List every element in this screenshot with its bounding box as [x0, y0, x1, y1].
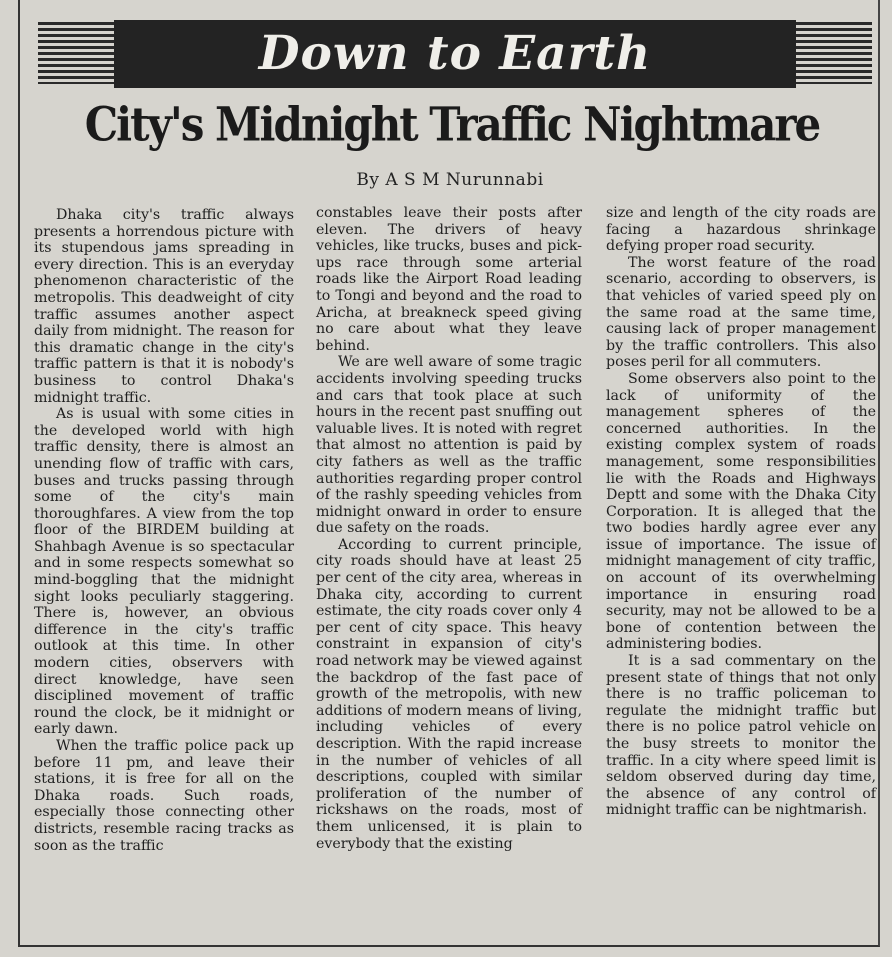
- paragraph: Dhaka city's traffic always presents a horrendous picture with its stupendous jams spreading in every direction. This is an everyday phenomenon characteristic of the metropolis. This deadweight of city traffic assumes another aspect daily from midnight. The reason for this dramatic change in the city's traffic pattern is that it is nobody's business to control Dhaka's midnight traffic.: [34, 207, 294, 406]
- article-column-2: [316, 205, 582, 852]
- paragraph: Some observers also point to the lack of uniformity of the management spheres of the concerned authorities. In the existing complex system of roads management, some responsibilities lie with the Roads and Highways Deptt and some with the Dhaka City Corporation. It is alleged that the two bodies hardly agree ever any issue of importance. The issue of midnight management of city traffic, on account of its overwhelming importance in ensuring road security, may not be allowed to be a bone of contention between the administering bodies.: [606, 370, 876, 653]
- paragraph: The worst feature of the road scenario, according to observers, is that vehicles of varied speed ply on the same road at the same time, causing lack of proper management by the traffic controllers. This also poses peril for all commuters.: [606, 254, 876, 371]
- article-headline: City's Midnight Traffic Nightmare: [84, 97, 820, 152]
- article-byline: By A S M Nurunnabi: [356, 170, 544, 190]
- paragraph: As is usual with some cities in the developed world with high traffic density, there is almost an unending flow of traffic with cars, buses and trucks passing through some of the city's main thoroughfares. A view from the top floor of the BIRDEM building at Shahbagh Avenue is so spectacular and in some respects somewhat so mind-boggling that the midnight sight looks peculiarly staggering. There is, however, an obvious difference in the city's traffic outlook at this time. In other modern cities, observers with direct knowledge, have seen disciplined movement of traffic round the clock, be it midnight or early dawn.: [34, 406, 294, 738]
- paragraph: It is a sad commentary on the present state of things that not only there is no traffic policeman to regulate the midnight traffic but there is no police patrol vehicle on the busy streets to monitor the traffic. In a city where speed limit is seldom observed during day time, the absence of any control of midnight traffic can be nightmarish.: [606, 653, 876, 819]
- paragraph: When the traffic police pack up before 11 pm, and leave their stations, it is free for all on the Dhaka roads. Such roads, especially those connecting other districts, resemble racing tracks as soon as the traffic: [34, 738, 294, 854]
- paragraph: size and length of the city roads are facing a hazardous shrinkage defying proper road security.: [606, 205, 876, 255]
- paragraph: We are well aware of some tragic accidents involving speeding trucks and cars that took place at such hours in the recent past snuffing out valuable lives. It is noted with regret that almost no attention is paid by city fathers as well as the traffic authorities regarding proper control of the rashly speeding vehicles from midnight onward in order to ensure due safety on the roads.: [316, 354, 582, 537]
- paragraph: According to current principle, city roads should have at least 25 per cent of the city area, whereas in Dhaka city, according to current estimate, the city roads cover only 4 per cent of city space. This heavy constraint in expansion of city's road network may be viewed against the backdrop of the fast pace of growth of the metropolis, with new additions of modern means of living, including vehicles of every description. With the rapid increase in the number of vehicles of all descriptions, coupled with similar proliferation of the number of rickshaws on the roads, most of them unlicensed, it is plain to everybody that the existing: [316, 536, 582, 852]
- article-column-1: [34, 207, 294, 854]
- paragraph: constables leave their posts after eleven. The drivers of heavy vehicles, like trucks, buses and pick-ups race through some arterial roads like the Airport Road leading to Tongi and beyond and the road to Aricha, at breakneck speed giving no care about what they leave behind.: [316, 205, 582, 354]
- decorative-stripes-right: [796, 22, 872, 84]
- article-column-3: [606, 205, 876, 819]
- banner-box: [114, 20, 796, 88]
- column-banner: [40, 20, 872, 88]
- column-kicker: Down to Earth: [258, 26, 652, 81]
- decorative-stripes-left: [38, 22, 114, 84]
